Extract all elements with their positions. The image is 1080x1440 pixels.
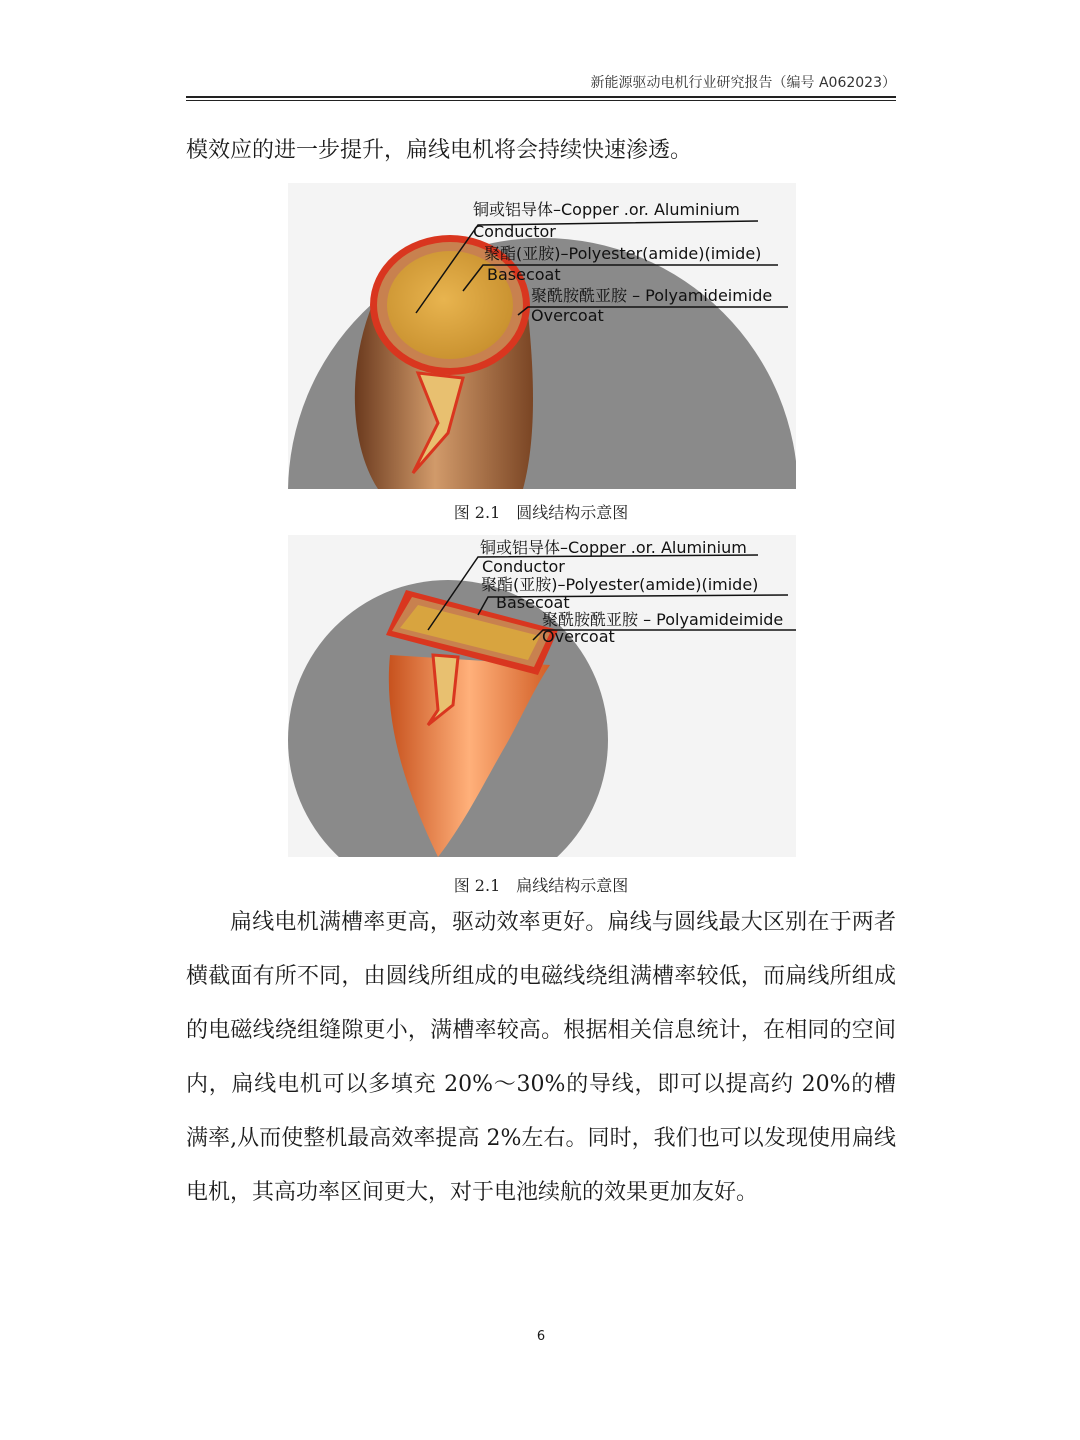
label-conductor-1b: 铜或铝导体–Copper .or. Aluminium xyxy=(480,538,747,557)
label-overcoat-1b: 聚酰胺酰亚胺 – Polyamideimide xyxy=(542,610,784,629)
header-rule-thick xyxy=(186,96,896,98)
figure-caption-2: 图 2.1 扁线结构示意图 xyxy=(453,876,629,895)
label-basecoat-1: 聚酯(亚胺)–Polyester(amide)(imide) xyxy=(484,244,762,263)
figure-flat-wire xyxy=(288,535,796,857)
figure-caption-1: 图 2.1 圆线结构示意图 xyxy=(453,503,629,522)
label-basecoat-2b: Basecoat xyxy=(496,593,570,612)
label-conductor-2b: Conductor xyxy=(482,557,565,576)
running-header: 新能源驱动电机行业研究报告（编号 A062023） xyxy=(590,75,896,91)
label-basecoat-1b: 聚酯(亚胺)–Polyester(amide)(imide) xyxy=(481,575,759,594)
label-overcoat-2b: Overcoat xyxy=(542,627,615,646)
page-number: 6 xyxy=(536,1329,546,1344)
figure-round-wire xyxy=(288,183,796,489)
label-conductor-2: Conductor xyxy=(473,222,556,241)
label-overcoat-2: Overcoat xyxy=(531,306,604,325)
label-overcoat-1: 聚酰胺酰亚胺 – Polyamideimide xyxy=(531,286,773,305)
label-basecoat-2: Basecoat xyxy=(487,265,561,284)
header-rule-thin xyxy=(186,100,896,101)
label-conductor-1: 铜或铝导体–Copper .or. Aluminium xyxy=(473,200,740,219)
paragraph-1: 模效应的进一步提升，扁线电机将会持续快速渗透。 xyxy=(186,138,693,163)
paragraph-2: 扁线电机满槽率更高，驱动效率更好。扁线与圆线最大区别在于两者横截面有所不同，由圆线所组成的电磁线绕组满槽率较低，而扁线所组成的电磁线绕组缝隙更小，满槽率较高。根据相关信息统计，在相同的空间内，扁线电机可以多填充 20%～30%的导线，即可以提高约 20%的槽满率,从而使整机最高效率提高 2%左右。同时，我们也可以发现使用扁线电机，其高功率区间更大，对于电池续航的效果更加友好。 xyxy=(186,910,896,1205)
